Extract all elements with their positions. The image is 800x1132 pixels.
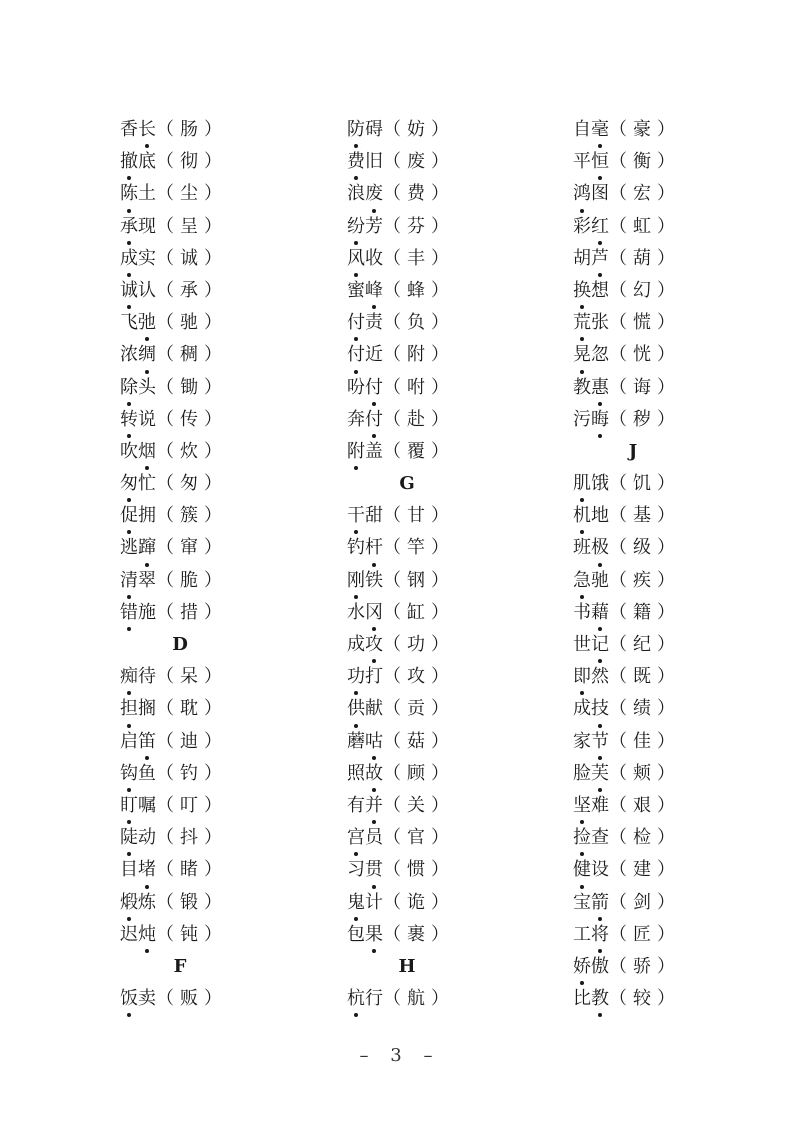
word-entry	[347, 822, 507, 854]
misspelled-word: 彩红	[573, 211, 609, 243]
word-entry	[347, 178, 507, 210]
correct-character: （芬）	[383, 215, 455, 237]
correct-character: （航）	[383, 988, 455, 1010]
section-letter: H	[398, 955, 416, 977]
word-entry	[120, 339, 280, 371]
correct-character: （既）	[609, 666, 681, 688]
misspelled-word: 换想	[573, 275, 609, 307]
misspelled-word: 成实	[120, 243, 156, 275]
word-entry	[120, 597, 280, 629]
correct-character: （裹）	[383, 923, 455, 945]
word-entry	[573, 211, 733, 243]
word-entry	[347, 661, 507, 693]
word-entry	[573, 597, 733, 629]
correct-character: （籍）	[609, 601, 681, 623]
misspelled-word: 目堵	[120, 854, 156, 886]
correct-character: （顾）	[383, 762, 455, 784]
word-entry	[120, 275, 280, 307]
word-entry	[573, 275, 733, 307]
word-entry	[120, 468, 280, 500]
word-entry	[573, 726, 733, 758]
misspelled-word: 教惠	[573, 372, 609, 404]
correct-character: （颊）	[609, 762, 681, 784]
correct-character: （呈）	[156, 215, 228, 237]
correct-character: （基）	[609, 505, 681, 527]
word-entry	[573, 629, 733, 661]
misspelled-word: 肌饿	[573, 468, 609, 500]
correct-character: （迪）	[156, 730, 228, 752]
word-entry	[347, 243, 507, 275]
misspelled-word: 鬼计	[347, 887, 383, 919]
word-entry	[347, 275, 507, 307]
correct-character: （检）	[609, 827, 681, 849]
misspelled-word: 付责	[347, 307, 383, 339]
misspelled-word: 晃忽	[573, 339, 609, 371]
misspelled-word: 坚难	[573, 790, 609, 822]
misspelled-word: 香长	[120, 114, 156, 146]
misspelled-word: 钩鱼	[120, 758, 156, 790]
correct-character: （肠）	[156, 119, 228, 140]
correct-character: （丰）	[383, 247, 455, 269]
misspelled-word: 工将	[573, 919, 609, 951]
section-heading	[120, 629, 280, 661]
correct-character: （承）	[156, 279, 228, 301]
misspelled-word: 刚铁	[347, 565, 383, 597]
word-entry	[120, 436, 280, 468]
misspelled-word: 痴待	[120, 661, 156, 693]
misspelled-word: 健设	[573, 854, 609, 886]
word-entry	[120, 532, 280, 564]
word-entry	[120, 887, 280, 919]
correct-character: （关）	[383, 794, 455, 816]
correct-character: （彻）	[156, 151, 228, 173]
word-entry	[573, 693, 733, 725]
section-letter: F	[173, 955, 187, 977]
word-entry	[573, 951, 733, 983]
misspelled-word: 蜜峰	[347, 275, 383, 307]
word-entry	[120, 307, 280, 339]
column-1	[120, 114, 280, 1015]
word-entry	[120, 500, 280, 532]
correct-character: （覆）	[383, 440, 455, 462]
word-entry	[120, 726, 280, 758]
correct-character: （虹）	[609, 215, 681, 237]
word-entry	[573, 919, 733, 951]
correct-character: （诲）	[609, 376, 681, 398]
correct-character: （攻）	[383, 666, 455, 688]
correct-character: （惯）	[383, 859, 455, 881]
misspelled-word: 匆忙	[120, 468, 156, 500]
misspelled-word: 即然	[573, 661, 609, 693]
correct-character: （抖）	[156, 827, 228, 849]
misspelled-word: 付近	[347, 339, 383, 371]
correct-character: （匠）	[609, 923, 681, 945]
correct-character: （甘）	[383, 505, 455, 527]
word-entry	[347, 919, 507, 951]
word-entry	[120, 146, 280, 178]
word-entry	[347, 629, 507, 661]
correct-character: （级）	[609, 537, 681, 559]
correct-character: （费）	[383, 183, 455, 205]
misspelled-word: 浪废	[347, 178, 383, 210]
section-heading	[347, 468, 507, 500]
misspelled-word: 煅炼	[120, 887, 156, 919]
misspelled-word: 娇傲	[573, 951, 609, 983]
word-entry	[347, 854, 507, 886]
word-entry	[120, 790, 280, 822]
correct-character: （簇）	[156, 505, 228, 527]
misspelled-word: 平恒	[573, 146, 609, 178]
misspelled-word: 陡动	[120, 822, 156, 854]
misspelled-word: 附盖	[347, 436, 383, 468]
word-entry	[347, 597, 507, 629]
word-entry	[347, 983, 507, 1015]
word-entry	[573, 758, 733, 790]
misspelled-word: 比教	[573, 983, 609, 1015]
word-entry	[347, 565, 507, 597]
misspelled-word: 错施	[120, 597, 156, 629]
correct-character: （葫）	[609, 247, 681, 269]
word-entry	[120, 854, 280, 886]
word-entry	[347, 790, 507, 822]
word-entry	[573, 983, 733, 1015]
word-entry	[573, 822, 733, 854]
misspelled-word: 干甜	[347, 500, 383, 532]
correct-character: （秽）	[609, 408, 681, 430]
correct-character: （幻）	[609, 279, 681, 301]
section-letter: D	[172, 634, 188, 655]
word-entry	[573, 339, 733, 371]
word-entry	[573, 404, 733, 436]
word-entry	[120, 404, 280, 436]
misspelled-word: 家节	[573, 726, 609, 758]
misspelled-word: 功打	[347, 661, 383, 693]
misspelled-word: 吹烟	[120, 436, 156, 468]
misspelled-word: 防碍	[347, 114, 383, 146]
word-entry	[347, 146, 507, 178]
word-entry	[347, 758, 507, 790]
correct-character: （衡）	[609, 151, 681, 173]
correct-character: （驰）	[156, 312, 228, 334]
misspelled-word: 纷芳	[347, 211, 383, 243]
correct-character: （咐）	[383, 376, 455, 398]
misspelled-word: 鸿图	[573, 178, 609, 210]
misspelled-word: 成攻	[347, 629, 383, 661]
word-entry	[120, 211, 280, 243]
misspelled-word: 供献	[347, 693, 383, 725]
misspelled-word: 转说	[120, 404, 156, 436]
correct-character: （睹）	[156, 859, 228, 881]
misspelled-word: 机地	[573, 500, 609, 532]
correct-character: （艰）	[609, 794, 681, 816]
word-entry	[120, 919, 280, 951]
misspelled-word: 钓杆	[347, 532, 383, 564]
word-entry	[573, 307, 733, 339]
correct-character: （恍）	[609, 344, 681, 366]
misspelled-word: 世记	[573, 629, 609, 661]
correct-character: （钝）	[156, 923, 228, 945]
misspelled-word: 成技	[573, 693, 609, 725]
word-entry	[347, 372, 507, 404]
correct-character: （疾）	[609, 569, 681, 591]
correct-character: （蜂）	[383, 279, 455, 301]
word-entry	[120, 565, 280, 597]
misspelled-word: 荒张	[573, 307, 609, 339]
correct-character: （骄）	[609, 955, 681, 977]
correct-character: （传）	[156, 408, 228, 430]
word-entry	[347, 500, 507, 532]
correct-character: （耽）	[156, 698, 228, 720]
word-entry	[120, 661, 280, 693]
word-entry	[573, 468, 733, 500]
correct-character: （慌）	[609, 312, 681, 334]
correct-character: （呆）	[156, 666, 228, 688]
misspelled-word: 蘑咕	[347, 726, 383, 758]
misspelled-word: 诚认	[120, 275, 156, 307]
correct-character: （官）	[383, 827, 455, 849]
correct-character: （较）	[609, 988, 681, 1010]
section-heading	[347, 951, 507, 983]
correct-character: （叮）	[156, 794, 228, 816]
word-entry	[347, 114, 507, 146]
word-entry	[120, 758, 280, 790]
misspelled-word: 启笛	[120, 726, 156, 758]
misspelled-word: 自毫	[573, 114, 609, 146]
correct-character: （废）	[383, 151, 455, 173]
misspelled-word: 浓绸	[120, 339, 156, 371]
misspelled-word: 书藉	[573, 597, 609, 629]
word-entry	[347, 532, 507, 564]
misspelled-word: 水冈	[347, 597, 383, 629]
correct-character: （功）	[383, 634, 455, 655]
correct-character: （建）	[609, 859, 681, 881]
misspelled-word: 逃蹿	[120, 532, 156, 564]
correct-character: （饥）	[609, 473, 681, 495]
misspelled-word: 捡查	[573, 822, 609, 854]
correct-character: （豪）	[609, 119, 681, 140]
word-entry	[120, 243, 280, 275]
misspelled-word: 污晦	[573, 404, 609, 436]
misspelled-word: 迟炖	[120, 919, 156, 951]
word-entry	[347, 339, 507, 371]
section-heading	[120, 951, 280, 983]
correct-character: （佳）	[609, 730, 681, 752]
word-entry	[573, 854, 733, 886]
correct-character: （赴）	[383, 408, 455, 430]
correct-character: （匆）	[156, 473, 228, 495]
misspelled-word: 宫员	[347, 822, 383, 854]
correct-character: （菇）	[383, 730, 455, 752]
misspelled-word: 班极	[573, 532, 609, 564]
misspelled-word: 除头	[120, 372, 156, 404]
section-letter: G	[399, 473, 415, 495]
correct-character: （缸）	[383, 601, 455, 623]
word-entry	[573, 532, 733, 564]
correct-character: （锻）	[156, 891, 228, 913]
page-number: – 3 –	[359, 1045, 441, 1066]
correct-character: （妨）	[383, 119, 455, 140]
word-entry	[573, 661, 733, 693]
word-entry	[347, 726, 507, 758]
word-entry	[120, 178, 280, 210]
misspelled-word: 陈土	[120, 178, 156, 210]
correct-character: （措）	[156, 601, 228, 623]
word-entry	[573, 790, 733, 822]
misspelled-word: 杭行	[347, 983, 383, 1015]
misspelled-word: 吩付	[347, 372, 383, 404]
word-entry	[573, 146, 733, 178]
misspelled-word: 胡芦	[573, 243, 609, 275]
misspelled-word: 包果	[347, 919, 383, 951]
word-entry	[573, 500, 733, 532]
section-heading	[573, 436, 733, 468]
correct-character: （贡）	[383, 698, 455, 720]
word-entry	[573, 565, 733, 597]
word-entry	[347, 693, 507, 725]
correct-character: （窜）	[156, 537, 228, 559]
misspelled-word: 宝箭	[573, 887, 609, 919]
misspelled-word: 习贯	[347, 854, 383, 886]
section-letter: J	[628, 440, 638, 462]
misspelled-word: 费旧	[347, 146, 383, 178]
correct-character: （纪）	[609, 634, 681, 655]
correct-character: （诡）	[383, 891, 455, 913]
word-entry	[573, 887, 733, 919]
word-entry	[347, 211, 507, 243]
misspelled-word: 清翠	[120, 565, 156, 597]
word-entry	[573, 114, 733, 146]
misspelled-word: 有并	[347, 790, 383, 822]
misspelled-word: 脸芙	[573, 758, 609, 790]
word-entry	[347, 307, 507, 339]
word-entry	[573, 372, 733, 404]
word-entry	[120, 983, 280, 1015]
correct-character: （尘）	[156, 183, 228, 205]
word-entry	[573, 243, 733, 275]
misspelled-word: 飞弛	[120, 307, 156, 339]
word-entry	[347, 887, 507, 919]
word-entry	[347, 436, 507, 468]
correct-character: （附）	[383, 344, 455, 366]
word-entry	[120, 822, 280, 854]
word-entry	[120, 372, 280, 404]
misspelled-word: 担搁	[120, 693, 156, 725]
correct-character: （钢）	[383, 569, 455, 591]
correct-character: （脆）	[156, 569, 228, 591]
correct-character: （剑）	[609, 891, 681, 913]
column-3	[573, 114, 733, 1015]
correct-character: （负）	[383, 312, 455, 334]
word-entry	[347, 404, 507, 436]
misspelled-word: 饭卖	[120, 983, 156, 1015]
correct-character: （诚）	[156, 247, 228, 269]
word-entry	[120, 114, 280, 146]
misspelled-word: 奔付	[347, 404, 383, 436]
misspelled-word: 急驰	[573, 565, 609, 597]
misspelled-word: 照故	[347, 758, 383, 790]
correct-character: （贩）	[156, 988, 228, 1010]
correct-character: （宏）	[609, 183, 681, 205]
misspelled-word: 承现	[120, 211, 156, 243]
misspelled-word: 风收	[347, 243, 383, 275]
correct-character: （钓）	[156, 762, 228, 784]
misspelled-word: 撤底	[120, 146, 156, 178]
misspelled-word: 盯嘱	[120, 790, 156, 822]
column-2	[347, 114, 507, 1015]
correct-character: （竿）	[383, 537, 455, 559]
correct-character: （炊）	[156, 440, 228, 462]
correct-character: （锄）	[156, 376, 228, 398]
correct-character: （稠）	[156, 344, 228, 366]
word-entry	[120, 693, 280, 725]
correct-character: （绩）	[609, 698, 681, 720]
word-entry	[573, 178, 733, 210]
misspelled-word: 促拥	[120, 500, 156, 532]
